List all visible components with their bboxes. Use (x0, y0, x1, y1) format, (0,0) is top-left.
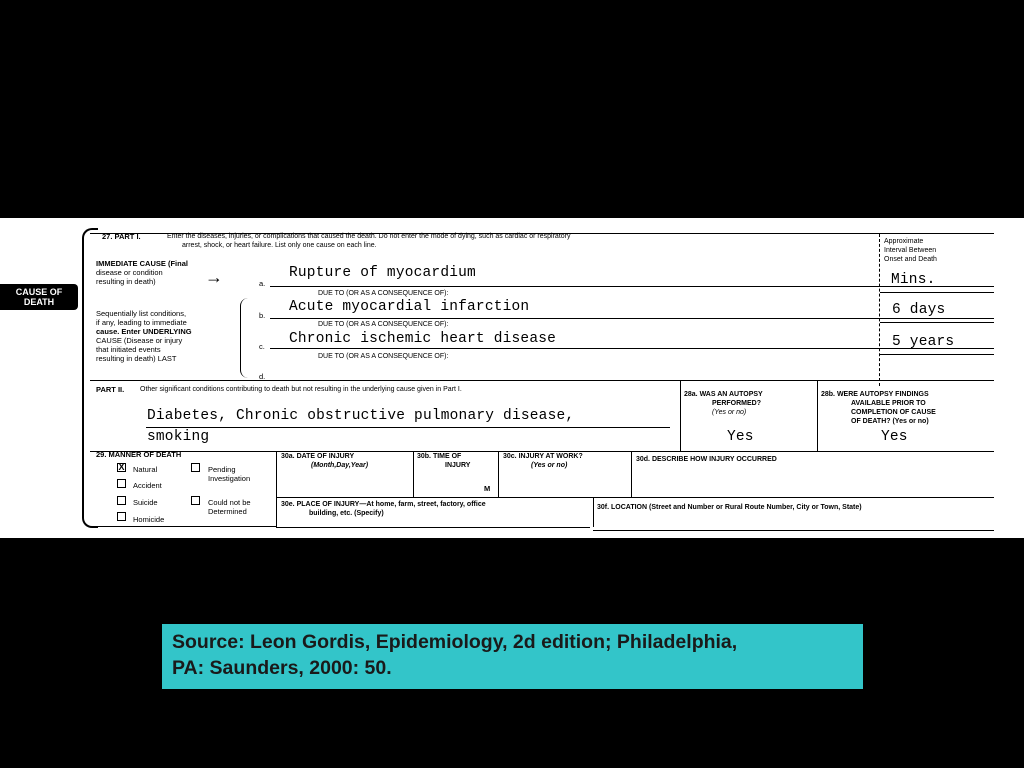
part2-label: PART II. (96, 385, 125, 394)
time-of-injury-label: 30b. TIME OF INJURY (417, 453, 471, 469)
arrow-icon: → (205, 267, 223, 287)
cause-b-line (270, 318, 994, 319)
part2-value-2: smoking (147, 429, 210, 445)
sequential-brace (240, 298, 249, 378)
autopsy-28b-label: 28b. WERE AUTOPSY FINDINGS AVAILABLE PRIOR TO COMPLETION OF CAUSE OF DEATH? (Yes or no) (821, 391, 936, 425)
due-to-3: DUE TO (OR AS A CONSEQUENCE OF): (318, 353, 449, 360)
cause-letter-a: a. (259, 279, 266, 288)
part1-bottom-line (90, 380, 994, 381)
part1-instructions: Enter the diseases, injuries, or complications that caused the death. Do not enter the mode of dying, such as cardiac or respiratory (167, 233, 571, 240)
date-divider (413, 451, 414, 497)
cause-letter-c: c. (259, 342, 265, 351)
autopsy-28a-value: Yes (727, 429, 754, 445)
date-of-injury-label: 30a. DATE OF INJURY (Month,Day,Year) (281, 453, 369, 469)
cause-letter-b: b. (259, 311, 266, 320)
describe-injury-label: 30d. DESCRIBE HOW INJURY OCCURRED (636, 456, 777, 463)
place-of-injury-label: 30e. PLACE OF INJURY—At home, farm, street, factory, office building, etc. (Specify) (281, 501, 486, 517)
pending-label: Pending Investigation (208, 465, 251, 483)
interval-header: Approximate Interval Between Onset and Death (884, 238, 937, 263)
interval-b-line (880, 322, 994, 323)
form-bottom-line-1 (276, 527, 590, 528)
interval-c-line (880, 354, 994, 355)
interval-b-value: 6 days (892, 302, 946, 318)
cause-of-death-tab (0, 284, 78, 310)
part2-line (146, 427, 670, 428)
pending-checkbox[interactable] (191, 463, 200, 472)
interval-a-line (880, 292, 994, 293)
work-divider (631, 451, 632, 497)
due-to-1: DUE TO (OR AS A CONSEQUENCE OF): (318, 290, 449, 297)
cause-a-line (270, 286, 994, 287)
cause-b-value: Acute myocardial infarction (289, 299, 530, 315)
manner-divider (276, 451, 277, 527)
natural-checkbox[interactable]: X (118, 462, 125, 472)
accident-checkbox[interactable] (117, 479, 126, 488)
homicide-checkbox[interactable] (117, 512, 126, 521)
cause-c-line (270, 348, 994, 349)
form-bottom-line-2 (593, 530, 994, 531)
interval-c-value: 5 years (892, 334, 955, 350)
autopsy-28b-value: Yes (881, 429, 908, 445)
manner-title: 29. MANNER OF DEATH (96, 450, 182, 459)
time-divider (498, 451, 499, 497)
time-suffix: M (484, 484, 491, 493)
source-line-1: Source: Leon Gordis, Epidemiology, 2d edition; Philadelphia, (172, 631, 738, 653)
natural-label: Natural (133, 465, 158, 474)
place-divider (593, 497, 594, 527)
homicide-label: Homicide (133, 515, 165, 524)
cause-a-value: Rupture of myocardium (289, 265, 476, 281)
interval-divider (879, 234, 880, 386)
cause-letter-d: d. (259, 372, 266, 381)
autopsy-divider-1 (680, 381, 681, 452)
injury-at-work-label: 30c. INJURY AT WORK? (Yes or no) (503, 453, 583, 469)
source-line-2: PA: Saunders, 2000: 50. (172, 657, 392, 679)
form-top-line (90, 233, 994, 234)
undetermined-checkbox[interactable] (191, 496, 200, 505)
autopsy-divider-2 (817, 381, 818, 452)
tab-line-2: DEATH (23, 297, 55, 307)
suicide-checkbox[interactable] (117, 496, 126, 505)
cause-c-value: Chronic ischemic heart disease (289, 331, 557, 347)
manner-bottom-line (90, 526, 276, 527)
part1-number: 27. PART I. (102, 232, 141, 241)
part2-value-1: Diabetes, Chronic obstructive pulmonary disease, (147, 408, 575, 424)
immediate-cause-label: IMMEDIATE CAUSE (Final disease or condition resulting in death) (96, 259, 188, 286)
sequential-label: Sequentially list conditions, if any, leading to immediate cause. Enter UNDERLYING CAUSE (Disease or injury that initiated events resulting in death) LAST (96, 309, 192, 363)
injury-mid-line (276, 497, 994, 498)
location-label: 30f. LOCATION (Street and Number or Rural Route Number, City or Town, State) (597, 504, 862, 511)
autopsy-28a-label: 28a. WAS AN AUTOPSY PERFORMED? (Yes or no) (684, 391, 763, 416)
suicide-label: Suicide (133, 498, 158, 507)
accident-label: Accident (133, 481, 162, 490)
part1-instructions-2: arrest, shock, or heart failure. List only one cause on each line. (182, 242, 377, 249)
part2-instructions: Other significant conditions contributing to death but not resulting in the underlying cause given in Part I. (140, 386, 462, 393)
undetermined-label: Could not be Determined (208, 498, 251, 516)
due-to-2: DUE TO (OR AS A CONSEQUENCE OF): (318, 321, 449, 328)
tab-line-1: CAUSE OF (15, 287, 63, 297)
source-caption (162, 624, 863, 689)
interval-a-value: Mins. (891, 272, 936, 288)
